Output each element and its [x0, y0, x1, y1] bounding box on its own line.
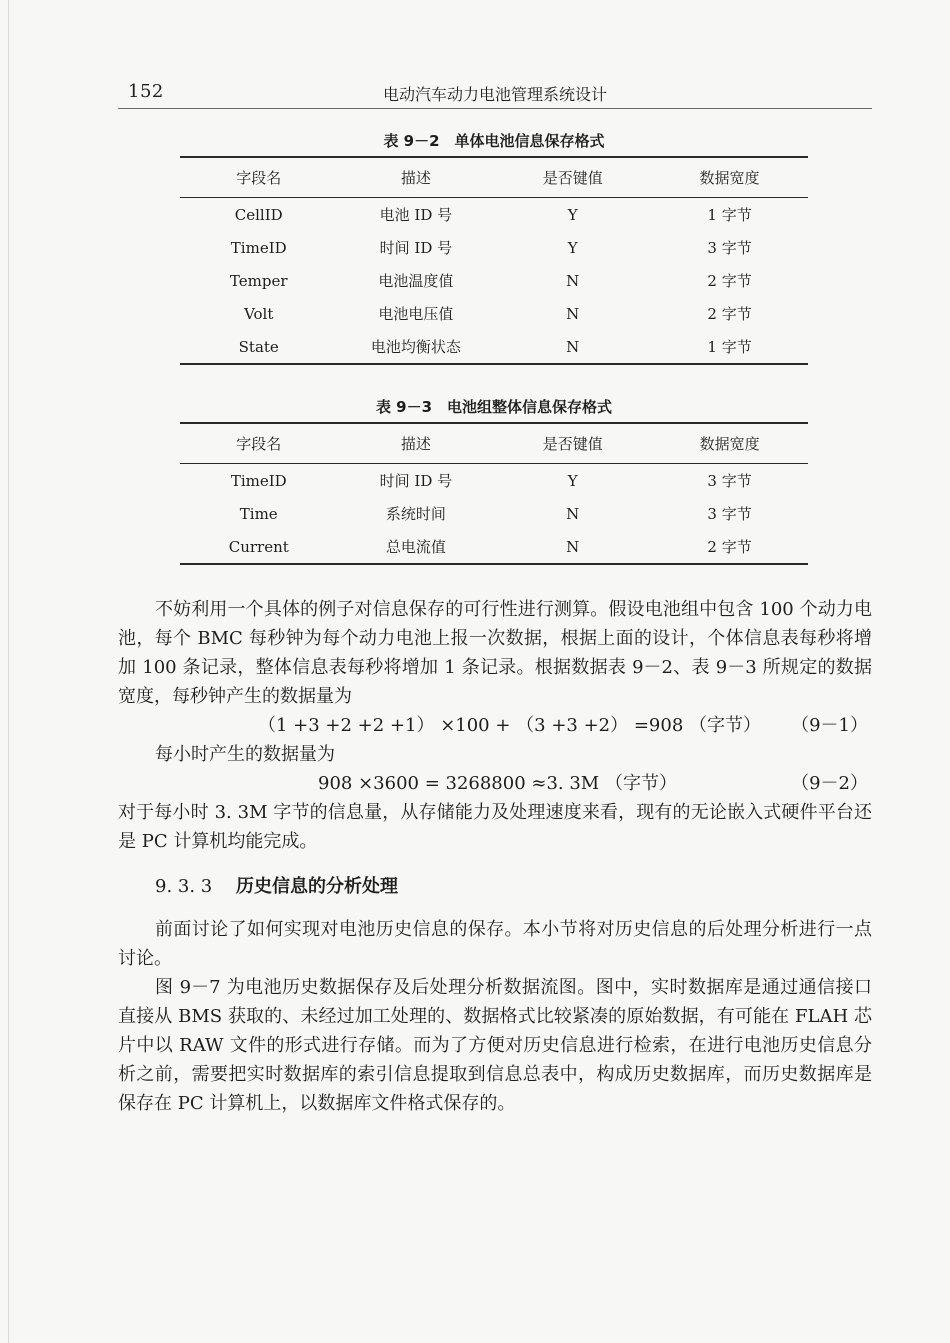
- column-header: 字段名: [236, 435, 282, 453]
- equation-expression: （1 +3 +2 +2 +1） ×100 + （3 +3 +2） =908 （字节）: [258, 715, 762, 736]
- table-row: [180, 297, 808, 330]
- table-cell: 1 字节: [707, 206, 752, 224]
- table-cell: 电池电压值: [378, 305, 454, 323]
- page-header: [118, 78, 872, 109]
- table-cell: Y: [567, 471, 578, 490]
- table-header-row: [180, 157, 808, 198]
- table-cell: N: [566, 271, 580, 290]
- table-row: [180, 264, 808, 297]
- table-cell: 1 字节: [707, 338, 752, 356]
- equation: [118, 711, 872, 740]
- column-header: 数据宽度: [699, 169, 760, 187]
- running-title: 电动汽车动力电池管理系统设计: [382, 85, 607, 104]
- table-row: [180, 530, 808, 564]
- equation-number: （9－1）: [791, 715, 868, 736]
- table-cell: Current: [228, 537, 289, 556]
- data-table: [180, 156, 808, 365]
- table-cell: 3 字节: [707, 472, 752, 490]
- column-header: 字段名: [236, 169, 282, 187]
- paragraph: 图 9－7 为电池历史数据保存及后处理分析数据流图。图中，实时数据库是通过通信接口直接从 BMS 获取的、未经过加工处理的、数据格式比较紧凑的原始数据，有可能在 FLAH 芯片中以 RAW 文件的形式进行存储。而为了方便对历史信息进行检索，在进行电池历史信息分析之前，需要把实时数据库的索引信息提取到信息总表中，构成历史数据库，而历史数据库是保存在 PC 计算机上，以数据库文件格式保存的。: [118, 977, 872, 1114]
- table-cell: CellID: [234, 205, 283, 224]
- table-row: [180, 231, 808, 264]
- table-cell: 2 字节: [707, 272, 752, 290]
- table-cell: Time: [239, 504, 278, 523]
- table-cell: N: [566, 504, 580, 523]
- table-header-row: [180, 423, 808, 464]
- page-edge: [8, 0, 9, 1343]
- table-9-2: [180, 126, 808, 365]
- table-cell: 电池 ID 号: [379, 206, 453, 224]
- table-row: [180, 198, 808, 232]
- paragraph: 每小时产生的数据量为: [155, 744, 335, 765]
- column-header: 是否键值: [542, 435, 603, 453]
- data-table: [180, 422, 808, 565]
- table-cell: TimeID: [230, 471, 287, 490]
- table-cell: N: [566, 537, 580, 556]
- table-row: [180, 497, 808, 530]
- table-cell: 电池均衡状态: [370, 338, 461, 356]
- paragraph: 不妨利用一个具体的例子对信息保存的可行性进行测算。假设电池组中包含 100 个动力电池，每个 BMC 每秒钟为每个动力电池上报一次数据，根据上面的设计，个体信息表每秒将增加 100 条记录，整体信息表每秒将增加 1 条记录。根据数据表 9－2、表 9－3 所规定的数据宽度，每秒钟产生的数据量为: [118, 599, 872, 707]
- equation-expression: 908 ×3600 = 3268800 ≈3. 3M （字节）: [318, 773, 677, 794]
- paragraph: 对于每小时 3. 3M 字节的信息量，从存储能力及处理速度来看，现有的无论嵌入式硬件平台还是 PC 计算机均能完成。: [118, 802, 872, 852]
- table-cell: 3 字节: [707, 505, 752, 523]
- table-cell: Y: [567, 238, 578, 257]
- table-cell: 总电流值: [385, 538, 446, 556]
- table-cell: 系统时间: [385, 505, 446, 523]
- table-row: [180, 464, 808, 498]
- table-cell: 2 字节: [707, 538, 752, 556]
- table-cell: N: [566, 304, 580, 323]
- paragraph: 前面讨论了如何实现对电池历史信息的保存。本小节将对历史信息的后处理分析进行一点讨论。: [118, 919, 872, 969]
- table-cell: 3 字节: [707, 239, 752, 257]
- column-header: 是否键值: [542, 169, 603, 187]
- page-number: 152: [128, 81, 164, 102]
- column-header: 数据宽度: [699, 435, 760, 453]
- section-title: 历史信息的分析处理: [235, 876, 398, 897]
- table-cell: Volt: [244, 304, 274, 323]
- table-cell: 2 字节: [707, 305, 752, 323]
- section-number: 9. 3. 3: [155, 876, 213, 897]
- table-row: [180, 330, 808, 364]
- section-heading: [155, 872, 398, 901]
- table-caption: 表 9－3 电池组整体信息保存格式: [375, 398, 613, 416]
- table-cell: TimeID: [230, 238, 287, 257]
- equation-number: （9－2）: [791, 773, 868, 794]
- table-cell: 电池温度值: [378, 272, 454, 290]
- table-cell: N: [566, 337, 580, 356]
- table-cell: Temper: [229, 271, 288, 290]
- table-cell: State: [238, 337, 279, 356]
- column-header: 描述: [400, 169, 431, 187]
- table-9-3: [180, 392, 808, 565]
- table-cell: Y: [567, 205, 578, 224]
- table-caption: 表 9－2 单体电池信息保存格式: [383, 132, 605, 150]
- equation: [118, 769, 872, 798]
- table-cell: 时间 ID 号: [379, 472, 453, 490]
- column-header: 描述: [400, 435, 431, 453]
- table-cell: 时间 ID 号: [379, 239, 453, 257]
